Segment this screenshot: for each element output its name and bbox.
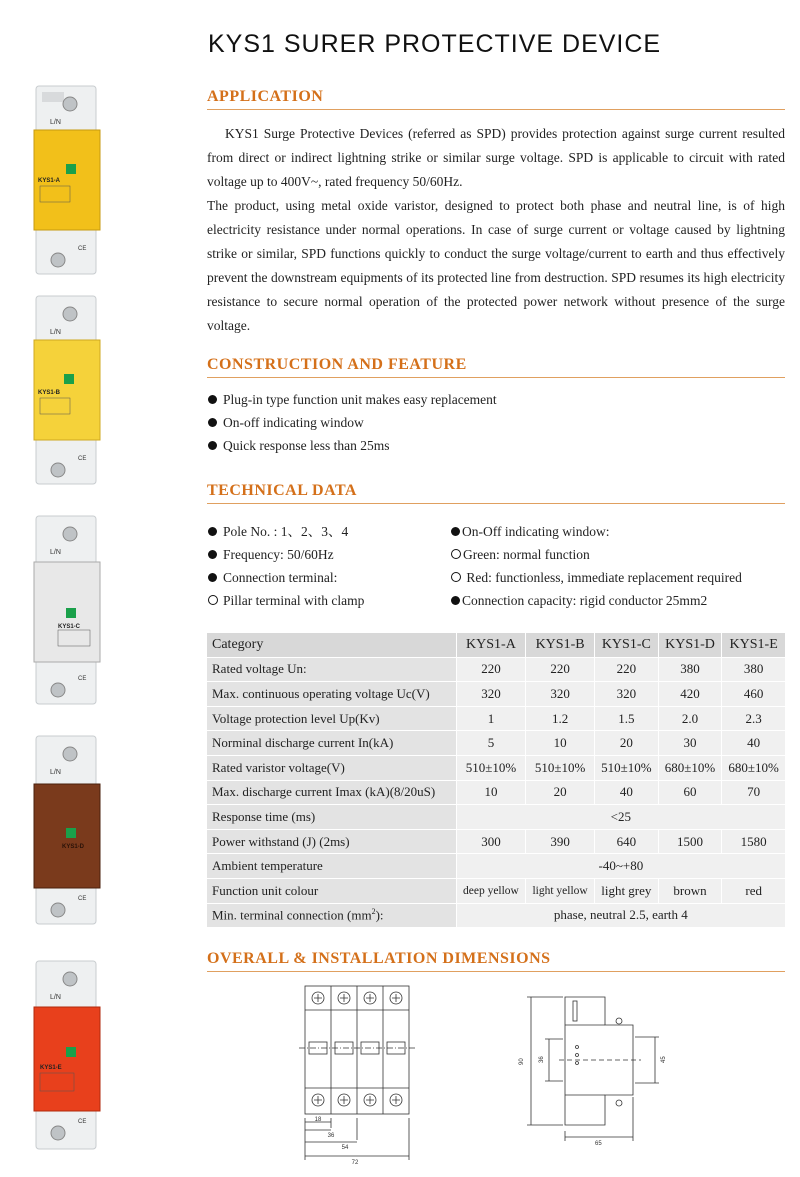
table-cell: 320 [594, 682, 658, 707]
table-row [207, 878, 785, 903]
tech-item: Frequency: 50/60Hz [208, 544, 334, 566]
bullet-icon [208, 441, 217, 450]
table-cell: 300 [456, 829, 525, 854]
table-cell: 40 [722, 731, 785, 756]
table-row [207, 731, 785, 756]
table-cell: Power withstand (J) (2ms) [207, 829, 456, 854]
table-cell: Rated varistor voltage(V) [207, 755, 456, 780]
table-row [207, 854, 785, 879]
svg-text:KYS1-D: KYS1-D [62, 844, 85, 850]
table-cell: 390 [526, 829, 595, 854]
svg-text:KYS1-B: KYS1-B [38, 390, 61, 396]
feature-item: Plug-in type function unit makes easy replacement [208, 389, 497, 411]
table-cell: Ambient temperature [207, 854, 456, 879]
tech-item: On-Off indicating window: [451, 521, 609, 543]
bullet-icon [208, 527, 217, 536]
table-cell: light grey [594, 878, 658, 903]
section-divider [207, 503, 785, 504]
application-paragraph-1: KYS1 Surge Protective Devices (referred as SPD) provides protection against surge current resulted from direct or indirect lightning strike or similar surge voltage. SPD is applicable to circuit with rated voltage up to 400V~, rated frequency 50/60Hz. [207, 126, 785, 189]
bullet-icon [208, 550, 217, 559]
table-cell: red [722, 878, 785, 903]
table-row [207, 780, 785, 805]
page-title: KYS1 SURER PROTECTIVE DEVICE [208, 30, 662, 58]
table-cell: 420 [658, 682, 722, 707]
table-cell: 680±10% [658, 755, 722, 780]
table-cell: 220 [526, 657, 595, 682]
side-view-drawing [515, 985, 675, 1150]
table-row [207, 657, 785, 682]
bullet-icon [208, 573, 217, 582]
device-image-kys1-e [22, 955, 112, 1155]
table-cell: phase, neutral 2.5, earth 4 [456, 903, 785, 928]
table-cell: KYS1-A [456, 633, 525, 657]
table-cell: Rated voltage Un: [207, 657, 456, 682]
tech-item: Pillar terminal with clamp [208, 590, 364, 612]
table-cell: 1580 [722, 829, 785, 854]
section-heading-technical: TECHNICAL DATA [207, 482, 357, 499]
dim-label: 65 [595, 1141, 602, 1147]
table-cell: 680±10% [722, 755, 785, 780]
table-row [207, 682, 785, 707]
table-cell: 380 [722, 657, 785, 682]
table-cell: 510±10% [456, 755, 525, 780]
table-cell: Voltage protection level Up(Kv) [207, 706, 456, 731]
table-cell: 2.0 [658, 706, 722, 731]
application-paragraph-2: The product, using metal oxide varistor, designed to protect both phase and neutral line, is of high electricity resistance under normal operations. In case of surge current or voltage caused by lightning strike or similar, SPD functions quickly to conduct the surge voltage/current to earth and thus effectively prevent the downstream equipments of its protected line from destruction. SPD resumes its high electricity resistance to secure normal operation of the protected power network without presence of the surge voltage. [207, 198, 785, 333]
section-heading-dimensions: OVERALL & INSTALLATION DIMENSIONS [207, 950, 551, 967]
table-cell: 1500 [658, 829, 722, 854]
svg-text:L/N: L/N [50, 994, 61, 1001]
table-cell: 60 [658, 780, 722, 805]
hollow-bullet-icon [451, 572, 461, 582]
svg-text:CE: CE [78, 246, 87, 252]
table-cell: 10 [526, 731, 595, 756]
svg-text:KYS1-A: KYS1-A [38, 178, 61, 184]
dim-label: 18 [314, 1117, 322, 1123]
table-cell: 220 [594, 657, 658, 682]
device-image-kys1-b [22, 290, 112, 490]
svg-text:KYS1-C: KYS1-C [58, 624, 81, 630]
bullet-icon [451, 596, 460, 605]
table-cell: 20 [526, 780, 595, 805]
table-cell: Max. discharge current Imax (kA)(8/20uS) [207, 780, 456, 805]
table-cell: 1.5 [594, 706, 658, 731]
table-cell: 2.3 [722, 706, 785, 731]
table-row [207, 829, 785, 854]
svg-text:L/N: L/N [50, 549, 61, 556]
table-cell: 5 [456, 731, 525, 756]
table-cell: KYS1-C [594, 633, 658, 657]
device-image-kys1-a [22, 80, 112, 280]
table-cell: 380 [658, 657, 722, 682]
table-cell: light yellow [526, 878, 595, 903]
device-image-kys1-d [22, 730, 112, 930]
table-cell: 70 [722, 780, 785, 805]
table-cell: 1 [456, 706, 525, 731]
table-cell: 320 [526, 682, 595, 707]
table-cell: KYS1-D [658, 633, 722, 657]
dim-label: 54 [341, 1145, 349, 1151]
feature-item: On-off indicating window [208, 412, 364, 434]
table-cell: -40~+80 [456, 854, 785, 879]
section-divider [207, 971, 785, 972]
hollow-bullet-icon [451, 549, 461, 559]
section-divider [207, 109, 785, 110]
tech-item: Pole No. : 1、2、3、4 [208, 521, 348, 543]
device-image-kys1-c [22, 510, 112, 710]
dim-label: 36 [327, 1133, 335, 1139]
table-row [207, 706, 785, 731]
table-cell: Category [207, 633, 456, 657]
table-cell: <25 [456, 805, 785, 830]
table-header-row [207, 633, 785, 657]
svg-text:L/N: L/N [50, 329, 61, 336]
svg-text:CE: CE [78, 896, 87, 902]
section-divider [207, 377, 785, 378]
table-cell: deep yellow [456, 878, 525, 903]
table-cell: Min. terminal connection $(mm^2)$: [207, 903, 456, 928]
table-cell: 40 [594, 780, 658, 805]
table-cell: Function unit colour [207, 878, 456, 903]
svg-text:CE: CE [78, 456, 87, 462]
section-heading-application: APPLICATION [207, 88, 324, 105]
front-view-drawing [295, 980, 425, 1165]
table-cell: 10 [456, 780, 525, 805]
technical-data-table [207, 633, 785, 928]
table-cell: brown [658, 878, 722, 903]
table-cell: 1.2 [526, 706, 595, 731]
bullet-icon [208, 418, 217, 427]
dim-label: 90 [519, 1058, 525, 1065]
hollow-bullet-icon [208, 595, 218, 605]
table-cell: Norminal discharge current In(kA) [207, 731, 456, 756]
svg-text:CE: CE [78, 1119, 87, 1125]
dim-label: 36 [539, 1056, 545, 1063]
bullet-icon [208, 395, 217, 404]
table-cell: 510±10% [594, 755, 658, 780]
table-cell: Response time (ms) [207, 805, 456, 830]
bullet-icon [451, 527, 460, 536]
table-cell: KYS1-B [526, 633, 595, 657]
tech-item: Connection terminal: [208, 567, 337, 589]
table-cell: 460 [722, 682, 785, 707]
table-cell: 640 [594, 829, 658, 854]
svg-text:KYS1-E: KYS1-E [40, 1065, 62, 1071]
tech-item: Green: normal function [451, 544, 590, 566]
section-heading-construction: CONSTRUCTION AND FEATURE [207, 356, 467, 373]
svg-text:L/N: L/N [50, 119, 61, 126]
dim-label: 72 [351, 1160, 359, 1165]
tech-item: Connection capacity: rigid conductor 25mm2 [451, 590, 707, 612]
table-row [207, 755, 785, 780]
table-cell: 320 [456, 682, 525, 707]
table-cell: 20 [594, 731, 658, 756]
application-text [207, 122, 785, 338]
svg-text:L/N: L/N [50, 769, 61, 776]
table-cell: 220 [456, 657, 525, 682]
dim-label: 45 [661, 1056, 667, 1063]
feature-item: Quick response less than 25ms [208, 435, 389, 457]
table-cell: 510±10% [526, 755, 595, 780]
table-cell: 30 [658, 731, 722, 756]
svg-text:CE: CE [78, 676, 87, 682]
table-row [207, 805, 785, 830]
tech-item: Red: functionless, immediate replacement required [451, 567, 742, 589]
table-cell: Max. continuous operating voltage Uc(V) [207, 682, 456, 707]
table-cell: KYS1-E [722, 633, 785, 657]
table-row [207, 903, 785, 928]
